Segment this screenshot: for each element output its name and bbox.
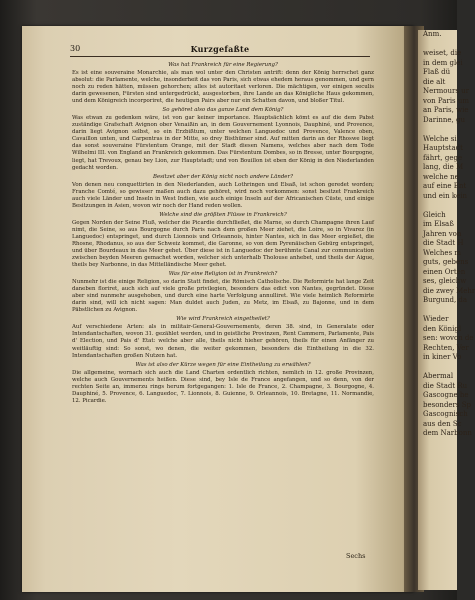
right-page-line: aus den Sc bbox=[423, 419, 462, 428]
right-page-line: Welches m bbox=[423, 248, 462, 257]
right-page-line: Wieder bbox=[423, 315, 449, 323]
right-page-line: sen: wovon de bbox=[423, 334, 474, 342]
right-page-line: ses, gleichw bbox=[423, 277, 467, 285]
page-body bbox=[72, 60, 374, 405]
header-rule bbox=[70, 56, 370, 57]
right-page-line: in kiner Vo bbox=[423, 353, 462, 361]
right-page-line: auf eine Ent bbox=[423, 182, 467, 190]
section-paragraph: Was etwan zu gedenken wäre, ist von gar keiner importance. Hauptsächlich kömt es auf die dem Pabst zuständige Grafschaft Avignon ober Venaißin an, in dem Gouvernement Lyonnois, Dauphiné, und Provence, darin liegt Avignon selbst, so ein Erzbißtum, unter welchen Languedoc und Provence, Valence oben, Cavaillon unten, und Carpentras in der Mitte, so drey Bisthümer sind. Auf mitten darin an der Rhoswe liegt das sonst souveraine Fürstentum Orange, mit der Stadt diesen Namens, welches aber nach dem Tode Wilhelmi III. von England an Frankreich gekommen. Das Fürstentum Dombes, so in Bresse, unter Bourgogne, liegt, hat Trevoux, genau bey Lion, zur Hauptstadt; und von Bouillon ist eben der König in den Niederlanden gedacht worden. bbox=[72, 115, 374, 171]
right-page-line: Gascogne he bbox=[423, 391, 469, 399]
right-page-line: fährt, gege bbox=[423, 153, 463, 162]
page-header bbox=[70, 44, 370, 56]
right-page-line: und ein kein bbox=[423, 191, 467, 200]
right-page-line: Darinne, gu bbox=[423, 115, 465, 124]
right-page-line: an Paris, wie bbox=[423, 106, 469, 114]
right-page-line: Burgund, da bbox=[423, 296, 468, 304]
right-page-line: Nermours ur bbox=[423, 87, 469, 95]
right-page-line: Rechten, Ver bbox=[423, 343, 469, 352]
right-page-line: von Paris um bbox=[423, 96, 470, 105]
section-paragraph: Auf verschiedene Arten: als in militair-General-Gouvernements, deren 38. sind, in Generalate oder Intendantschaften, wovon 31. gezählet werden, und in geistliche Provinzen, Rent Cammern, Parlamente, Pais d' Election, und Pais d' Etat: welche aber alle, theils nicht hieher gehören, theils für einen Anfänger zu weitläuftig sind: So sonst, wo denen, die weiter gekommen, besonders die Eintheilung in die 32. Intendantschaften großen Nutzen hat. bbox=[72, 324, 374, 359]
right-page-line: weiset, die bbox=[423, 49, 462, 57]
section-paragraph: Es ist eine souveraine Monarchie, als man wol unter den Christen antrift: denn der König herrschet ganz absolut: die Parlamente, welche, insonderheit das von Paris, sich etwas ehedem heraus genommen, und gern noch zu reden hätten, müssen gehorchen; alles ist autoritaet verloren. Die mächtigen, vor einigen seculis darin gewesenen, Fürsten sind untergedrückt, ausgestorben, ihre Lande an das Königliche Haus gekommen, und dem Königreich incorporiret, die heutigen Pairs aber nur ein Schatten davon, und bloßer Titul. bbox=[72, 70, 374, 105]
right-page-line: Abermal bbox=[423, 372, 454, 380]
section-paragraph: Die allgemeine, wornach sich auch die Land Charten ordentlich richten, nemlich in 12. große Provinzen, welche auch Gouvernements heißen. Diese sind, bey Isle de France angefangen, und so denn, von der rechten Seite an, immerzu rings herum fortgegangen: 1. Isle de France, 2. Champagne, 3. Bourgogne, 4. Dauphiné, 5. Provence, 6. Languedoc, 7. Lionnois, 8. Guienne, 9. Orleannois, 10. Bretagne, 11. Normandie, 12. Picardie. bbox=[72, 369, 374, 404]
right-page-line: Hauptstadt bbox=[423, 144, 463, 152]
right-page-line: Welche si bbox=[423, 134, 457, 143]
right-page-line: die Stadt H bbox=[423, 239, 464, 247]
right-page-line: welche ne bbox=[423, 172, 459, 181]
right-page-line bbox=[423, 40, 457, 50]
running-head: Kurzgefaßte bbox=[190, 44, 250, 54]
section-paragraph: Gegen Norden der Seine Fluß, welcher die Picardie durchfließet, die Marne, so durch Champagne ihren Lauf nimt, die Seine, so aus Bourgogne durch Paris nach dem großen Meer ziehet, die Loire, so in Vivarez (in Languedoc) entspringet, und durch Lionnois und Orleannois, hinter Nantes, sich in das Meer ergießet, die Rhosne, Rhodanus, so aus der Schweiz kommet, die Garonne, so von dem Pyrenäischen Gebürg entspringet, und über Bourdeaux in das Meer gehet. Über diese ist in Languedoc der berühmte Canal zur communication zwischen beyden Meeren gemachet worden, welcher sich unterhalb Tholouse anhebet, und theils der Aigue, theils bey Narbonne, in das Mittelländische Meer gehet. bbox=[72, 219, 374, 269]
right-page-line: die zwey Mehr bbox=[423, 286, 475, 295]
right-page-line bbox=[423, 125, 457, 135]
right-page-line: guts, gebens bbox=[423, 258, 469, 266]
right-page-line bbox=[423, 201, 457, 211]
right-page-line: in dem glei bbox=[423, 58, 463, 67]
section-paragraph: Nunmehr ist die einige Religion, so darin Statt findet, die Römisch Catholische. Die Reformirte hat lange Zeit daneben floriret, auch sich auf viele große privilegien, besonders das edict von Nantes, gegründet. Diese aber sind nunmehr ausgehoben, und durch eine harte Verfolgung annulliret. Wie viele heimlich Reformirte darin sind, will ich nicht sagen: Man duldet auch Juden, zu Metz, im Elsaß, zu Bajonne, und in dem Päbstlichen zu Avignon. bbox=[72, 279, 374, 314]
right-page-line: Gascognisch bbox=[423, 410, 468, 418]
right-page-line: den Königl bbox=[423, 324, 462, 333]
right-page-line: die Stadt Ru bbox=[423, 381, 468, 390]
right-page-line: lang, die M bbox=[423, 163, 464, 171]
right-page-line: Flaß dü bbox=[423, 68, 451, 76]
section-question: Was für eine Religion ist in Frankreich? bbox=[168, 271, 278, 278]
right-page-line: Anm. bbox=[423, 30, 442, 38]
right-page-line bbox=[423, 306, 457, 316]
page-number: 30 bbox=[70, 44, 81, 53]
section-question: Welche sind die größten Flüsse in Frankreich? bbox=[159, 211, 287, 218]
section-question: Was hat Frankreich für eine Regierung? bbox=[168, 62, 278, 68]
right-page-line: Gleich bbox=[423, 210, 446, 219]
right-page-line: einen Orten bbox=[423, 267, 466, 276]
right-page-line: im Elsaß bbox=[423, 220, 454, 228]
right-page-line: die alt bbox=[423, 77, 446, 86]
right-page bbox=[418, 30, 475, 590]
right-page-line: besonders Sp bbox=[423, 400, 472, 409]
right-page-line: dem Narbonn bbox=[423, 429, 472, 437]
section-question: Was ist also der Kürze wegen für eine Eintheilung zu erwählen? bbox=[135, 361, 311, 368]
catchword: Sechs bbox=[346, 552, 366, 560]
section-question: Besitzet aber der König nicht noch andere Länder? bbox=[153, 173, 293, 180]
right-page-line: Jahren von bbox=[423, 229, 462, 238]
section-question: Wie wird Frankreich eingetheilet? bbox=[176, 316, 270, 323]
right-page-line bbox=[423, 363, 457, 373]
section-paragraph: Von denen neu conquettirten in den Niederlanden, auch Lothringen und Elsaß, ist schon geredet worden; Franche Comté, so gewisser maßen auch dazu gehöret, wird noch vorkommen: sonst besitzet Frankreich auch viele Länder und Inseln in West Indien, wie auch einige Inseln auf der Africanischen Cüste, und einige Besitzungen in Asien, wovon wir noch der Hand reden wollen. bbox=[72, 181, 374, 209]
section-question: So gehöret also das ganze Land dem König? bbox=[162, 107, 284, 114]
